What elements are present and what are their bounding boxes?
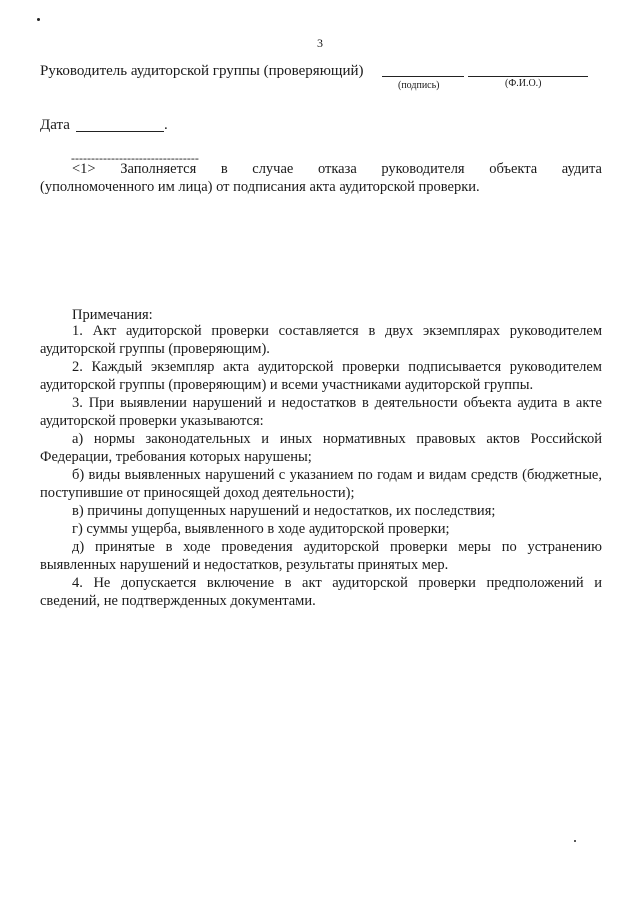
date-trailing-dot: . bbox=[164, 117, 168, 133]
name-caption: (Ф.И.О.) bbox=[505, 78, 542, 89]
date-line bbox=[76, 131, 164, 132]
footnote-word: отказа bbox=[317, 161, 357, 177]
note-item-2: 2. Каждый экземпляр акта аудиторской проверки подписывается руководителем аудиторской группы (проверяющим) и всеми участниками аудиторской группы. bbox=[40, 359, 602, 393]
signature-caption: (подпись) bbox=[398, 80, 440, 91]
signature-line bbox=[382, 76, 464, 77]
footnote-word: руководителя bbox=[381, 161, 465, 177]
note-item-4: 4. Не допускается включение в акт аудиторской проверки предположений и сведений, не подтвержденных документами. bbox=[40, 575, 602, 609]
footnote-word: аудита bbox=[561, 161, 602, 177]
footnote-line-2: (уполномоченного им лица) от подписания акта аудиторской проверки. bbox=[40, 179, 480, 195]
footnote-word: объекта bbox=[489, 161, 538, 177]
note-item-3c: в) причины допущенных нарушений и недостатков, их последствия; bbox=[72, 503, 496, 519]
name-line bbox=[468, 76, 588, 77]
note-item-3b: б) виды выявленных нарушений с указанием по годам и видам средств (бюджетные, поступившие от приносящей доход деятельности); bbox=[40, 467, 602, 501]
footnote-marker: <1> bbox=[72, 161, 96, 177]
scan-speck bbox=[574, 840, 576, 842]
signature-row bbox=[40, 63, 364, 80]
note-item-3d: г) суммы ущерба, выявленного в ходе аудиторской проверки; bbox=[72, 521, 450, 537]
note-item-3: 3. При выявлении нарушений и недостатков в деятельности объекта аудита в акте аудиторской проверки указываются: bbox=[40, 395, 602, 429]
footnote-separator: -------------------------------- bbox=[71, 151, 199, 165]
note-item-1: 1. Акт аудиторской проверки составляется в двух экземплярах руководителем аудиторской группы (проверяющим). bbox=[40, 323, 602, 357]
note-item-3e: д) принятые в ходе проведения аудиторской проверки меры по устранению выявленных нарушений и недостатков, результаты принятых мер. bbox=[40, 539, 602, 573]
note-item-3a: а) нормы законодательных и иных нормативных правовых актов Российской Федерации, требования которых нарушены; bbox=[40, 431, 602, 465]
footnote-word: Заполняется bbox=[120, 161, 197, 177]
date-label: Дата bbox=[40, 117, 70, 133]
footnote-line-1 bbox=[40, 160, 602, 178]
signature-label: Руководитель аудиторской группы (проверяющий) bbox=[40, 63, 364, 79]
footnote bbox=[40, 160, 602, 196]
scan-speck bbox=[37, 18, 40, 21]
date-row bbox=[40, 117, 70, 134]
footnote-word: в bbox=[220, 161, 228, 177]
footnote-word: случае bbox=[252, 161, 294, 177]
notes-heading: Примечания: bbox=[72, 307, 153, 323]
page-number: 3 bbox=[317, 36, 323, 50]
